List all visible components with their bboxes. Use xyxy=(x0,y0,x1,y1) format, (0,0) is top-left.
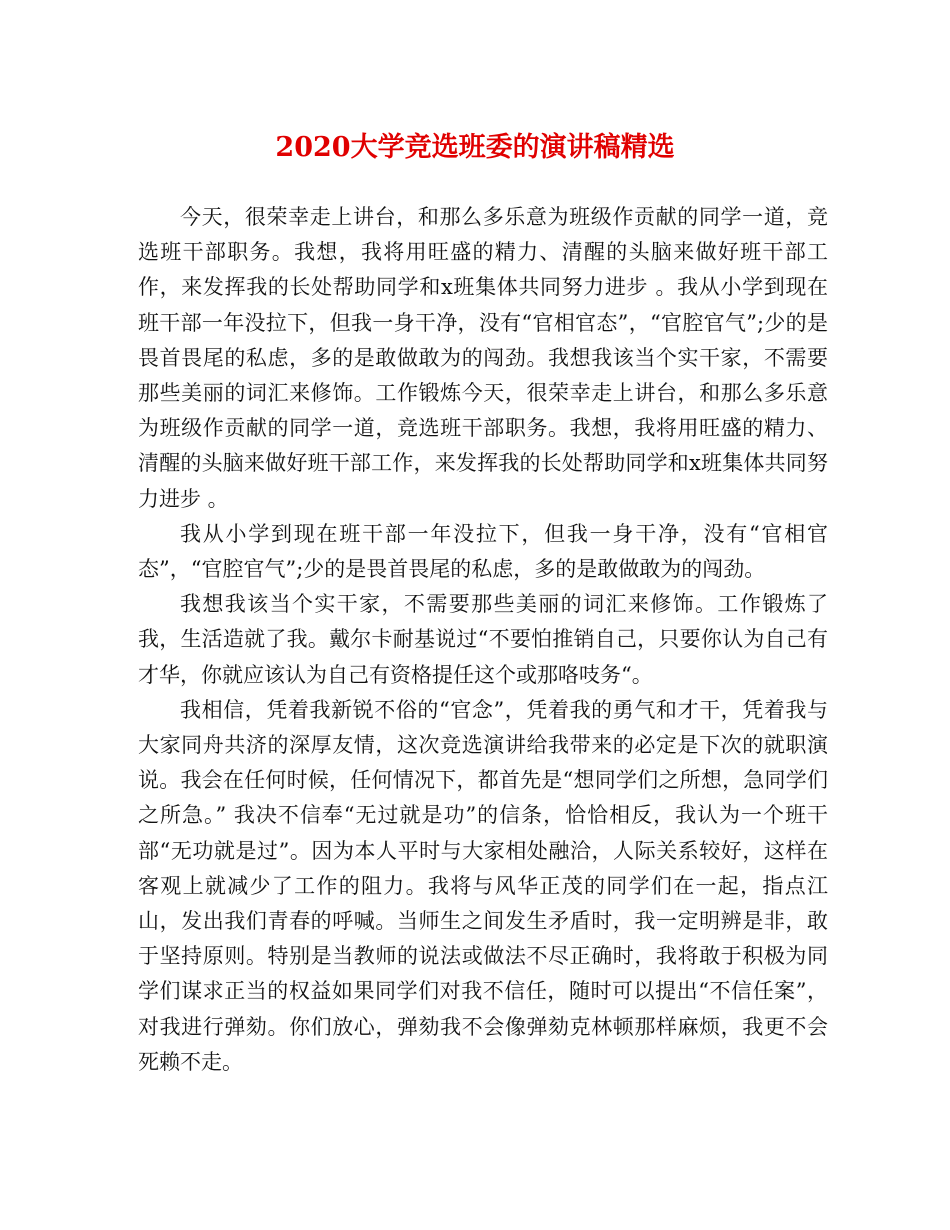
paragraph-2: 我从小学到现在班干部一年没拉下，但我一身干净，没有“官相官态”，“官腔官气”;少的是畏首畏尾的私虑，多的是敢做敢为的闯劲。 xyxy=(138,521,828,582)
document-title: 2020大学竞选班委的演讲稿精选 xyxy=(275,132,675,163)
document-body xyxy=(138,200,828,1080)
paragraph-4: 我相信，凭着我新锐不俗的“官念”，凭着我的勇气和才干，凭着我与大家同舟共济的深厚友情，这次竞选演讲给我带来的必定是下次的就职演说。我会在任何时候，任何情况下，都首先是“想同学们之所想，急同学们之所急。” 我决不信奉“无过就是功”的信条，恰恰相反，我认为一个班干部“无功就是过”。因为本人平时与大家相处融洽，人际关系较好，这样在客观上就减少了工作的阻力。我将与风华正茂的同学们在一起，指点江山，发出我们青春的呼喊。当师生之间发生矛盾时，我一定明辨是非，敢于坚持原则。特别是当教师的说法或做法不尽正确时，我将敢于积极为同学们谋求正当的权益如果同学们对我不信任，随时可以提出“不信任案”，对我进行弹劾。你们放心，弹劾我不会像弹劾克林顿那样麻烦，我更不会死赖不走。 xyxy=(138,697,828,1074)
paragraph-1: 今天，很荣幸走上讲台，和那么多乐意为班级作贡献的同学一道，竞选班干部职务。我想，我将用旺盛的精力、清醒的头脑来做好班干部工作，来发挥我的长处帮助同学和x班集体共同努力进步 。我从小学到现在班干部一年没拉下，但我一身干净，没有“官相官态”，“官腔官气”;少的是畏首畏尾的私虑，多的是敢做敢为的闯劲。我想我该当个实干家，不需要那些美丽的词汇来修饰。工作锻炼今天，很荣幸走上讲台，和那么多乐意为班级作贡献的同学一道，竞选班干部职务。我想，我将用旺盛的精力、清醒的头脑来做好班干部工作，来发挥我的长处帮助同学和x班集体共同努力进步 。 xyxy=(138,205,828,511)
paragraph-3: 我想我该当个实干家，不需要那些美丽的词汇来修饰。工作锻炼了我，生活造就了我。戴尔卡耐基说过“不要怕推销自己，只要你认为自己有才华，你就应该认为自己有资格提任这个或那咯吱务“。 xyxy=(138,592,828,687)
